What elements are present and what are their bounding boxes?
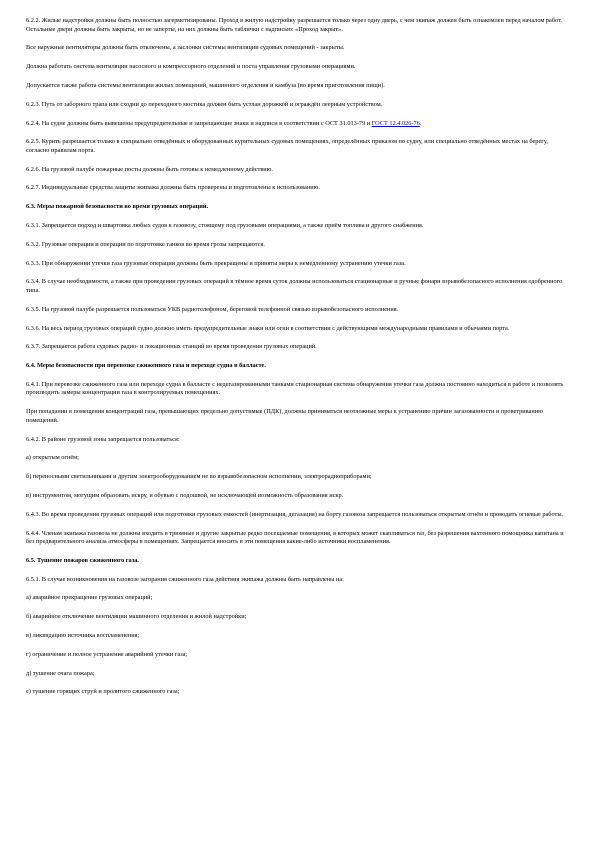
list-item-6-5-e: е) тушение горящих струй и пролитого сжиженного газа; bbox=[26, 688, 180, 696]
list-item-6-5-v: в) ликвидацию источника воспламенения; bbox=[26, 632, 140, 639]
heading-6-5: 6.5. Тушение пожаров сжиженного газа. bbox=[26, 556, 139, 564]
paragraph-6-2-2: 6.2.2. Жилые надстройки должны быть полностью загерметизированы. Проход в жилую надстройку разрешается только через одну дверь, с чем экипаж должен быть ознакомлен перед началом работ. Остальные двери должны быть закрыты, но не заперты, на них должны быть таблички с надписью: «Проход закрыт». bbox=[26, 17, 562, 33]
paragraph-6-3-2: 6.3.2. Грузовые операции и операции по подготовке танков во время грозы запрещаются. bbox=[26, 240, 265, 248]
list-item-6-5-a: а) аварийное прекращение грузовых операций; bbox=[26, 594, 153, 602]
paragraph-6-3-4: 6.3.4. В случае необходимости, а также при проведении грузовых операций в тёмное время суток должны использоваться стационарные и ручные фонари взрывобезопасного исполнения одобренного типа. bbox=[26, 278, 563, 294]
list-item-v: в) инструментом, могущим образовать искру, и обувью с подошвой, не исключающей возможность образования искр. bbox=[26, 491, 344, 499]
paragraph-6-2-4-text: 6.2.4. На судне должны быть вывешены предупредительные и запрещающие знаки и надписи в соответствии с ОСТ 31.013-79 и bbox=[26, 119, 372, 127]
paragraph-6-4-4: 6.4.4. Членам экипажа газовоза не должны входить в трюмные и другие закрытые редко посещаемые помещения, в которых может скапливаться газ, без разрешения вахтенного помощника капитана и без предварительного анализа атмосферы в помещениях. Запрещается вносить в эти помещения какие-либо источники воспламенения. bbox=[26, 529, 564, 546]
paragraph-6-3-1: 6.3.1. Запрещается подход и швартовка любых судов к газовозу, стоящему под грузовыми операциями, а также приём топлива и другого снабжения. bbox=[26, 222, 424, 229]
paragraph-6-5-1: 6.5.1. В случае возникновения на газовозе загорания сжиженного газа действия экипажа должны быть направлены на: bbox=[26, 575, 344, 583]
paragraph-living-vent: Допускается также работа системы вентиляции жилых помещений, машинного отделения и камбуза (во время приготовления пищи). bbox=[26, 81, 385, 89]
list-item-6-5-d: д) тушение очага пожара; bbox=[26, 669, 95, 677]
paragraph-6-2-5: 6.2.5. Курить разрешается только в специально отведённых и оборудованных курительных судовых помещениях, определённых приказом по судну, или специально отведённых местах на берегу, согласно правилам порта. bbox=[26, 138, 548, 154]
heading-6-3: 6.3. Меры пожарной безопасности во время грузовых операций. bbox=[26, 203, 209, 211]
paragraph-6-2-3: 6.2.3. Путь от заборного трапа или сходни до переходного мостика должен быть устлан дорожкой и ограждён леерным устройством. bbox=[26, 100, 383, 108]
paragraph-6-3-7: 6.3.7. Запрещается работа судовых радио- и локационных станций во время проведения грузовых операций. bbox=[26, 343, 317, 351]
paragraph-6-2-4 bbox=[26, 120, 569, 129]
paragraph-6-3-5: 6.3.5. На грузовой палубе разрешается пользоваться УКВ радиотелефоном, береговой телефонной связью взрывобезопасного исполнения. bbox=[26, 305, 399, 313]
paragraph-6-2-6: 6.2.6. На грузовой палубе пожарные посты должны быть готовы к немедленному действию. bbox=[26, 165, 273, 173]
list-item-b: б) переносными светильниками и другим электрооборудованием не во взрывобезопасном исполнении, электрорадиоприборами; bbox=[26, 473, 372, 481]
paragraph-6-4-3: 6.4.3. Во время проведения грузовых операций или подготовки грузовых емкостей (инертизация, дегазация) на борту газовоза запрещается пользоваться открытым огнём и проводить огневые работы. bbox=[26, 510, 564, 518]
paragraph-pump-room-vent: Должна работать система вентиляции насосного и компрессорного отделений и поста управления грузовыми операциями. bbox=[26, 63, 356, 71]
list-item-6-5-g: г) ограничение и полное устранение аварийной утечки газа; bbox=[26, 650, 188, 658]
list-item-a: а) открытым огнём; bbox=[26, 454, 79, 462]
list-item-6-5-b: б) аварийное отключение вентиляции машинного отделения и жилой надстройки; bbox=[26, 613, 247, 621]
paragraph-6-4-1: 6.4.1. При перевозке сжиженного газа или переходе судна в балласте с недегазированными танками стационарная система обнаружения утечки газа должна постоянно находиться в работе и позволять производить замеры концентрации газа в контролируемых помещениях. bbox=[26, 380, 564, 397]
paragraph-6-2-4-after: . bbox=[419, 119, 422, 127]
paragraph-6-2-7: 6.2.7. Индивидуальные средства защиты экипажа должны быть проверены и подготовлены к использованию. bbox=[26, 184, 320, 192]
paragraph-6-3-6: 6.3.6. На весь период грузовых операций судно должно иметь предупредительные знаки или огни в соответствии с действующими международными правилами и обычаями порта. bbox=[26, 324, 510, 332]
paragraph-pdk: При попадании в помещения концентраций газа, превышающих предельно допустимые (ПДК), должны приниматься неотложные меры к устранению причин загазованности и проветриванию помещений. bbox=[26, 408, 543, 424]
heading-6-4: 6.4. Меры безопасности при перевозке сжиженного газа и переходе судна в балласте. bbox=[26, 362, 266, 370]
paragraph-6-4-2: 6.4.2. В районе грузовой зоны запрещается пользоваться: bbox=[26, 435, 180, 443]
paragraph-6-3-3: 6.3.3. При обнаружении утечки газа грузовые операции должны быть прекращены и приняты меры к немедленному устранению утечки газа. bbox=[26, 259, 406, 267]
paragraph-fans-off: Все наружные вентиляторы должны быть отключены, а заслонки системы вентиляции судовых помещений - закрыты. bbox=[26, 44, 345, 52]
gost-link[interactable]: ГОСТ 12.4.026-76 bbox=[371, 119, 420, 127]
